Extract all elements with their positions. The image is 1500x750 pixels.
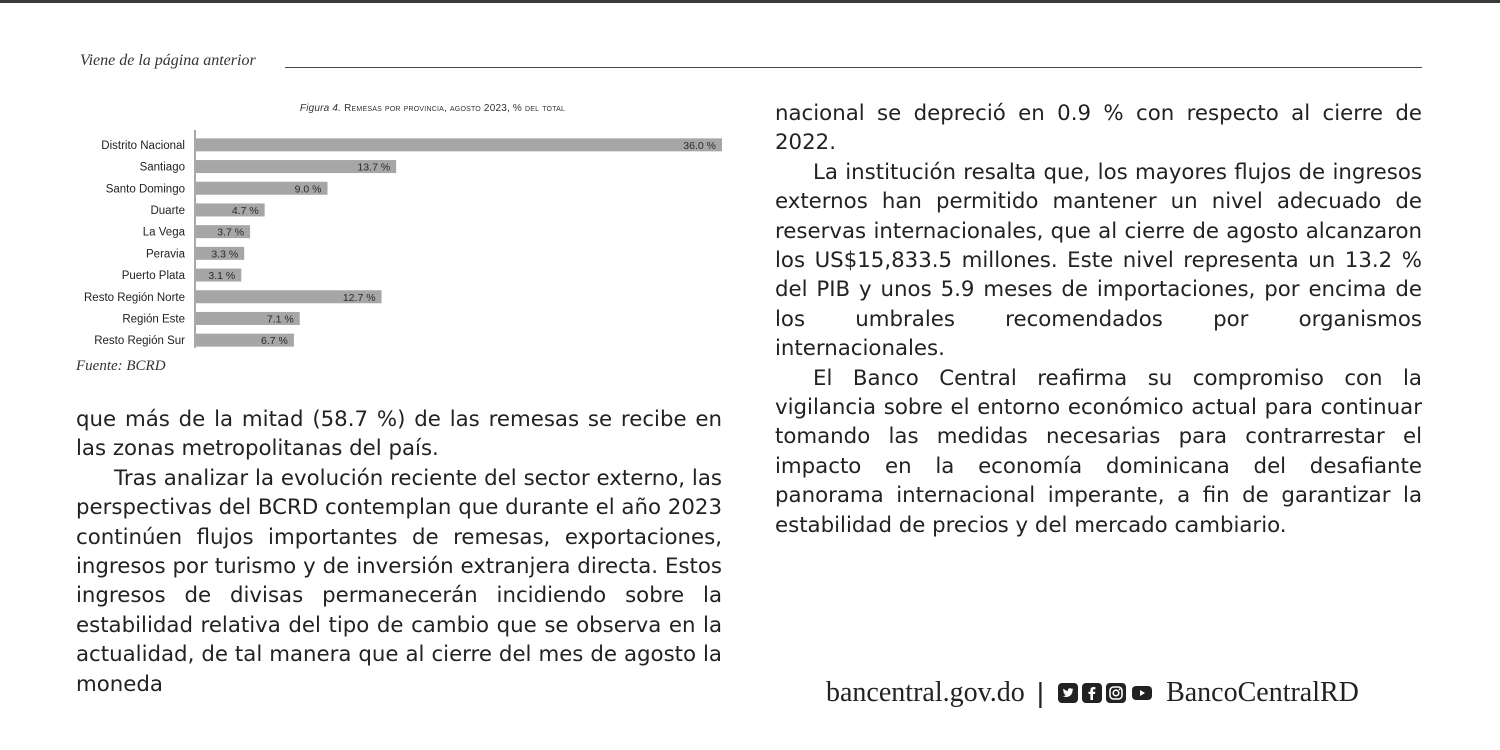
twitter-icon[interactable] [1058, 683, 1078, 703]
figure-title [195, 103, 670, 114]
bar-value-label: 3.3 % [211, 248, 239, 261]
bar-value-label: 7.1 % [266, 313, 294, 326]
right-paragraph-3: El Banco Central reafirma su compromiso con la vigilancia sobre el entorno económico actual para continuar tomando las medidas necesarias para contrarrestar el impacto en la economía dominicana del desafiante panorama internacional imperante, a fin de garantizar la estabilidad de precios y del mercado cambiario. [775, 365, 1422, 538]
bar-value-label: 3.7 % [217, 226, 245, 239]
category-label: Duarte [150, 204, 185, 217]
bar-value-label: 3.1 % [208, 270, 236, 283]
category-label: Peravia [146, 248, 185, 261]
category-label: Resto Región Sur [94, 335, 185, 348]
instagram-icon[interactable] [1106, 683, 1126, 703]
right-column [775, 99, 1422, 540]
left-column [76, 405, 722, 699]
youtube-icon[interactable] [1130, 683, 1154, 703]
right-paragraph-2: La institución resalta que, los mayores flujos de ingresos externos han permitido mantener un nivel adecuado de reservas internacionales, que al cierre de agosto alcanzaron los US$15,833.5 millones. Este nivel representa un 13.2 % del PIB y unos 5.9 meses de importaciones, por encima de los umbrales recomendados por organismos internacionales. [775, 159, 1422, 362]
facebook-icon[interactable] [1082, 683, 1102, 703]
bar-value-label: 6.7 % [261, 335, 288, 348]
bar-value-label: 36.0 % [683, 139, 716, 152]
figure-caption-text: Remesas por provincia, agosto 2023, % del total [344, 103, 566, 114]
remittances-bar-chart [60, 126, 730, 352]
continued-from-previous-page: Viene de la página anterior [80, 52, 256, 69]
category-label: La Vega [142, 226, 185, 239]
category-label: Resto Región Norte [84, 291, 185, 304]
bar-value-label: 12.7 % [342, 291, 376, 304]
header-rule [285, 67, 1422, 68]
website-link[interactable]: bancentral.gov.do [826, 677, 1025, 708]
category-label: Santo Domingo [105, 183, 185, 196]
bars-layer [84, 138, 722, 347]
category-label: Santiago [139, 161, 185, 174]
top-border [0, 0, 1500, 3]
footer [826, 673, 1359, 713]
bar-value-label: 9.0 % [294, 183, 322, 196]
left-paragraph-1: que más de la mitad (58.7 %) de las remesas se recibe en las zonas metropolitanas del país. [76, 407, 722, 462]
left-paragraph-2: Tras analizar la evolución reciente del sector externo, las perspectivas del BCRD contemplan que durante el año 2023 continúen flujos importantes de remesas, exportaciones, ingresos por turismo y de inversión extranjera directa. Estos ingresos de divisas permanecerán incidiendo sobre la estabilidad relativa del tipo de cambio que se observa en la actualidad, de tal manera que al cierre del mes de agosto la moneda [76, 465, 722, 697]
social-icons [1058, 683, 1154, 703]
bar-value-label: 13.7 % [357, 161, 391, 174]
figure-number: Figura 4. [299, 103, 342, 114]
category-label: Distrito Nacional [101, 139, 185, 152]
right-paragraph-1: nacional se depreció en 0.9 % con respecto al cierre de 2022. [775, 101, 1422, 156]
figure-source: Fuente: BCRD [76, 358, 166, 374]
category-label: Puerto Plata [121, 270, 185, 283]
bar [196, 138, 722, 151]
social-handle[interactable]: BancoCentralRD [1166, 677, 1359, 708]
bar-value-label: 4.7 % [231, 204, 259, 217]
category-label: Región Este [122, 313, 185, 326]
footer-separator: | [1036, 677, 1045, 708]
